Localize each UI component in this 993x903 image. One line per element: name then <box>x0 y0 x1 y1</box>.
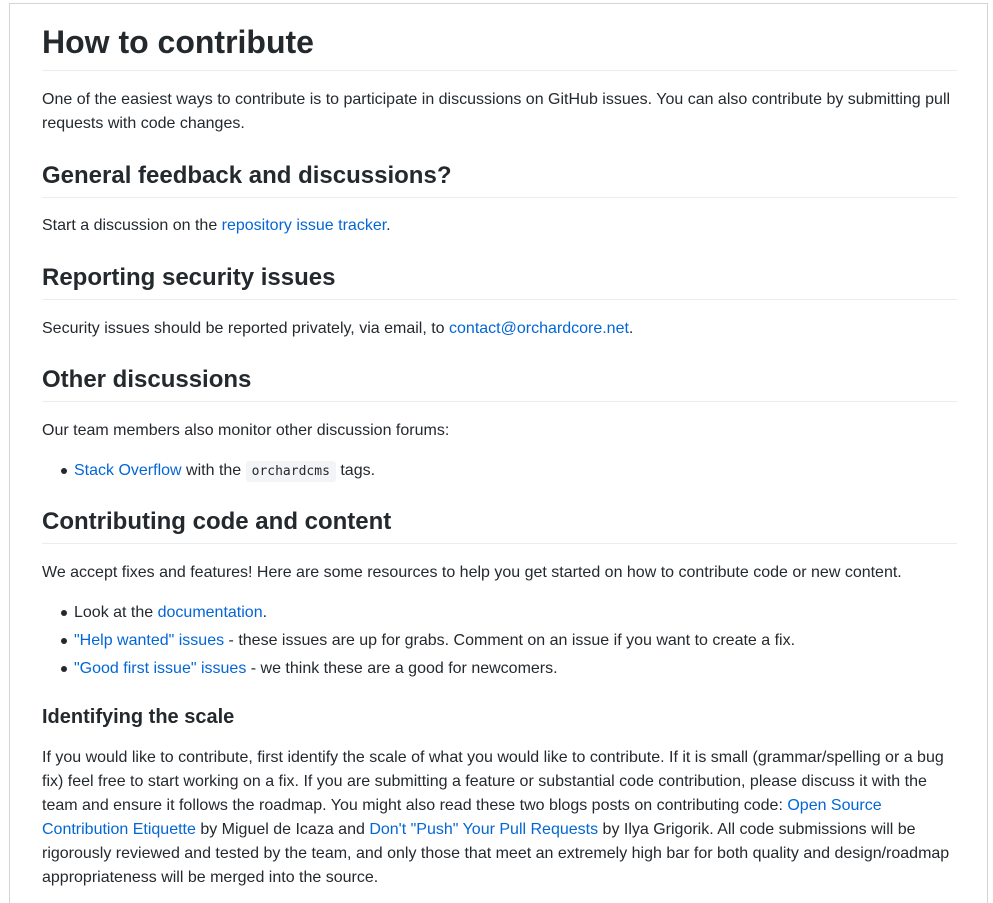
list-item: Stack Overflow with the orchardcms tags. <box>74 459 989 484</box>
forums-list <box>42 459 989 484</box>
documentation-link[interactable]: documentation <box>157 604 263 621</box>
page-title: How to contribute <box>42 22 957 71</box>
list-item: "Help wanted" issues - these issues are up for grabs. Comment on an issue if you want to create a fix. <box>74 629 989 653</box>
help-wanted-issues-link[interactable]: "Help wanted" issues <box>74 632 225 649</box>
other-discussions-paragraph: Our team members also monitor other discussion forums: <box>42 422 450 439</box>
contributing-paragraph: We accept fixes and features! Here are some resources to help you get started on how to contribute code or new content. <box>42 564 902 581</box>
stack-overflow-link[interactable]: Stack Overflow <box>74 462 182 479</box>
heading-identifying-scale: Identifying the scale <box>42 706 235 728</box>
heading-other-discussions: Other discussions <box>42 365 957 402</box>
scale-paragraph: If you would like to contribute, first identify the scale of what you would like to contribute. If it is small (grammar/spelling or a bug fix) feel free to start working on a fix. If you are submitting a feature or substantial code contribution, please discuss it with the team and ensure it follows the roadmap. You might also read these two blogs posts on contributing code: Open Source Contribution Etiquette by Miguel de Icaza and Don't "Push" Your Pull Requests by Ilya Grigorik. All code submissions will be rigorously reviewed and tested by the team, and only those that meet an extremely high bar for both quality and design/roadmap appropriateness will be merged into the source. <box>42 749 950 886</box>
heading-reporting-security: Reporting security issues <box>42 263 957 300</box>
good-first-issue-link[interactable]: "Good first issue" issues <box>74 660 247 677</box>
general-feedback-paragraph: Start a discussion on the repository issue tracker. <box>42 217 391 234</box>
resources-list <box>42 601 989 681</box>
orchardcms-tag-code: orchardcms <box>246 461 336 482</box>
intro-paragraph: One of the easiest ways to contribute is to participate in discussions on GitHub issues. You can also contribute by submitting pull requests with code changes. <box>42 91 951 132</box>
contact-email-link[interactable]: contact@orchardcore.net <box>449 320 629 337</box>
heading-general-feedback: General feedback and discussions? <box>42 161 957 198</box>
list-item: Look at the documentation. <box>74 601 989 625</box>
dont-push-pull-requests-link[interactable]: Don't "Push" Your Pull Requests <box>369 821 599 838</box>
heading-contributing-code: Contributing code and content <box>42 507 957 544</box>
list-item: "Good first issue" issues - we think these are a good for newcomers. <box>74 657 989 681</box>
repository-issue-tracker-link[interactable]: repository issue tracker <box>221 217 387 234</box>
security-paragraph: Security issues should be reported privately, via email, to contact@orchardcore.net. <box>42 320 634 337</box>
open-source-etiquette-link[interactable]: Open Source Contribution Etiquette <box>42 797 882 838</box>
